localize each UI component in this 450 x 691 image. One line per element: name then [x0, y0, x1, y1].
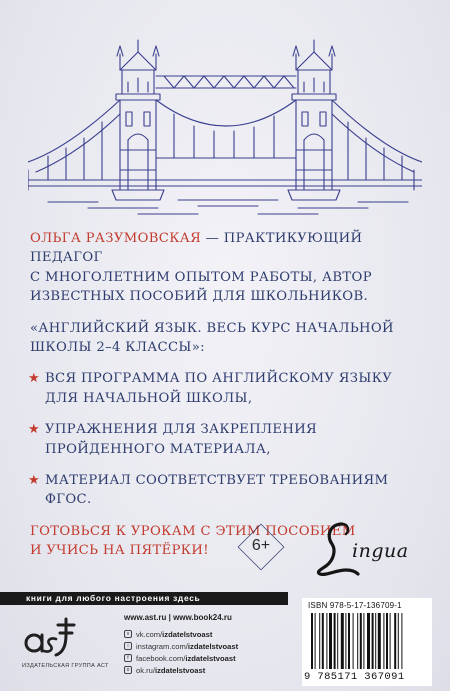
bullet-line: МАТЕРИАЛ СООТВЕТСТВУЕТ ТРЕБОВАНИЯМ ФГОС.: [45, 473, 389, 508]
barcode-bars: [310, 613, 426, 671]
age-rating-badge: [238, 524, 284, 570]
author-paragraph: [30, 229, 430, 307]
tagline-bar: [0, 592, 288, 605]
isbn-barcode: [302, 598, 432, 686]
book-title-line1: «АНГЛИЙСКИЙ ЯЗЫК. ВЕСЬ КУРС НАЧАЛЬНОЙ: [30, 320, 394, 336]
list-item: [30, 369, 430, 408]
isbn-number: ISBN 978-5-17-136709-1: [308, 601, 402, 610]
slogan-line2: И УЧИСЬ НА ПЯТЁРКИ!: [30, 543, 209, 559]
ok-icon: o: [124, 666, 132, 674]
social-handle: izdatelstvoast: [187, 641, 239, 651]
social-link-instagram: [124, 640, 284, 652]
bullet-line: ПРОЙДЕННОГО МАТЕРИАЛА,: [45, 441, 271, 457]
ast-publisher-logo: [22, 613, 109, 683]
publisher-group-name: ИЗДАТЕЛЬСКАЯ ГРУППА АСТ: [22, 663, 109, 669]
book-title-paragraph: [30, 319, 430, 358]
social-handle: izdatelstvoast: [162, 629, 213, 639]
instagram-icon: ○: [124, 642, 132, 650]
social-link-vk: [124, 628, 284, 640]
bullet-line: ДЛЯ НАЧАЛЬНОЙ ШКОЛЫ,: [45, 390, 253, 406]
star-icon: ★: [28, 473, 41, 489]
author-intro-line1: — ПРАКТИКУЮЩИЙ ПЕДАГОГ: [30, 231, 363, 266]
list-item: [30, 471, 430, 510]
lingua-wordmark: ingua: [352, 540, 409, 562]
social-handle: izdatelstvoast: [185, 653, 236, 663]
bullet-line: УПРАЖНЕНИЯ ДЛЯ ЗАКРЕПЛЕНИЯ: [45, 422, 318, 438]
ast-logo-mark: [22, 613, 82, 661]
bullet-line: ВСЯ ПРОГРАММА ПО АНГЛИЙСКОМУ ЯЗЫКУ: [45, 371, 393, 387]
social-link-facebook: [124, 652, 284, 664]
social-prefix: instagram.com/: [136, 641, 188, 651]
barcode-digits: 9 785171 367091: [304, 671, 405, 683]
lingua-imprint-logo: [312, 520, 424, 580]
tower-bridge-illustration: [28, 30, 422, 220]
author-intro-line2: С МНОГОЛЕТНИМ ОПЫТОМ РАБОТЫ, АВТОР: [30, 269, 372, 285]
social-prefix: ok.ru/: [136, 665, 155, 675]
book-title-line2: ШКОЛЫ 2–4 КЛАССЫ»:: [30, 340, 205, 356]
social-handle: izdatelstvoast: [155, 665, 206, 675]
social-prefix: vk.com/: [136, 629, 163, 639]
star-icon: ★: [28, 422, 41, 438]
publisher-websites: www.ast.ru | www.book24.ru: [124, 613, 232, 622]
facebook-icon: f: [124, 654, 132, 662]
author-name: ОЛЬГА РАЗУМОВСКАЯ: [30, 231, 202, 246]
author-intro-line3: ИЗВЕСТНЫХ ПОСОБИЙ ДЛЯ ШКОЛЬНИКОВ.: [30, 289, 369, 305]
contacts-block: [124, 613, 284, 676]
slogan-line1: ГОТОВЬСЯ К УРОКАМ С ЭТИМ ПОСОБИЕМ: [30, 523, 356, 539]
features-list: [30, 369, 430, 509]
social-link-ok: [124, 664, 284, 676]
vk-icon: v: [124, 630, 132, 638]
social-prefix: facebook.com/: [136, 653, 186, 663]
star-icon: ★: [28, 371, 41, 387]
list-item: [30, 420, 430, 459]
age-rating-label: 6+: [251, 537, 271, 554]
tagline-text: книги для любого настроения здесь: [26, 593, 201, 603]
